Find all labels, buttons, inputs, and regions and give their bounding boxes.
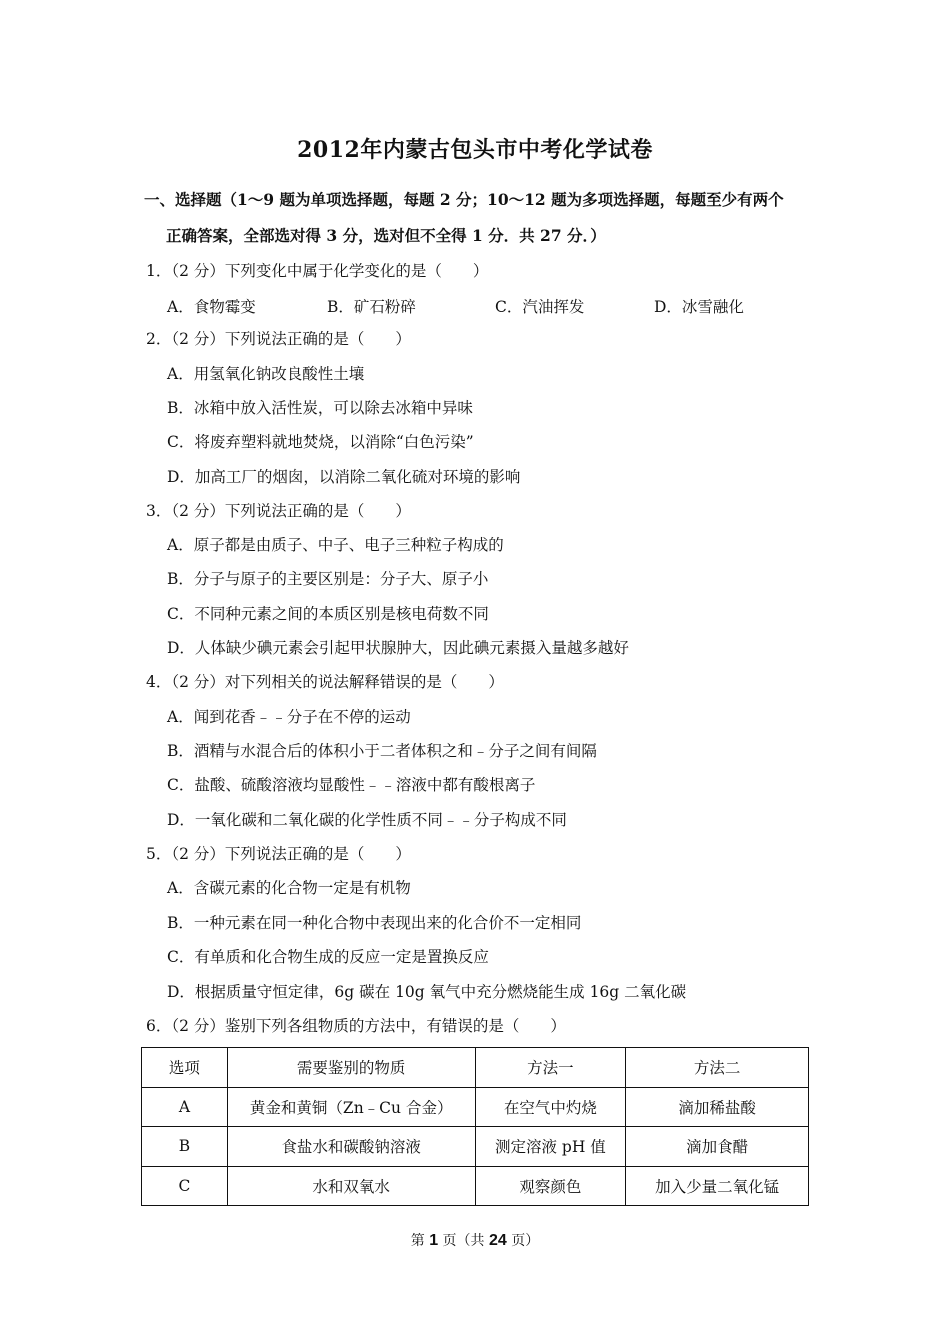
table-cell: 水和双氧水 <box>227 1166 475 1206</box>
table-header-cell: 选项 <box>142 1048 228 1088</box>
question-3-option-b: B．分子与原子的主要区别是：分子大、原子小 <box>167 570 489 588</box>
table-header-cell: 方法二 <box>626 1048 809 1088</box>
table-cell: 观察颜色 <box>475 1166 626 1206</box>
table-row <box>142 1087 809 1127</box>
question-3-option-d: D．人体缺少碘元素会引起甲状腺肿大，因此碘元素摄入量越多越好 <box>167 639 629 657</box>
page-footer <box>0 1230 950 1250</box>
table-header-cell: 需要鉴别的物质 <box>227 1048 475 1088</box>
question-1-option-d: D．冰雪融化 <box>654 298 744 316</box>
question-5-option-c: C．有单质和化合物生成的反应一定是置换反应 <box>167 948 489 966</box>
question-4-option-b: B．酒精与水混合后的体积小于二者体积之和﹣分子之间有间隔 <box>167 742 597 760</box>
question-4-option-a: A．闻到花香﹣﹣分子在不停的运动 <box>167 708 411 726</box>
question-1-option-c: C．汽油挥发 <box>495 298 585 316</box>
question-2-option-a: A．用氢氧化钠改良酸性土壤 <box>167 365 365 383</box>
question-1-options <box>167 295 807 315</box>
question-5-option-d: D．根据质量守恒定律，6g 碳在 10g 氧气中充分燃烧能生成 16g 二氧化碳 <box>167 983 687 1001</box>
question-2-stem: 2．（2 分）下列说法正确的是（ ） <box>146 330 411 348</box>
question-1-option-b: B．矿石粉碎 <box>327 298 416 316</box>
table-cell: A <box>142 1087 228 1127</box>
footer-prefix: 第 <box>410 1233 425 1249</box>
question-3-stem: 3．（2 分）下列说法正确的是（ ） <box>146 502 411 520</box>
table-cell: 滴加食醋 <box>626 1127 809 1167</box>
table-header-row <box>142 1048 809 1088</box>
question-4-stem: 4．（2 分）对下列相关的说法解释错误的是（ ） <box>146 673 504 691</box>
question-5-stem: 5．（2 分）下列说法正确的是（ ） <box>146 845 411 863</box>
table-cell: 加入少量二氧化锰 <box>626 1166 809 1206</box>
question-4-option-d: D．一氧化碳和二氧化碳的化学性质不同﹣﹣分子构成不同 <box>167 811 567 829</box>
question-5-option-a: A．含碳元素的化合物一定是有机物 <box>167 879 411 897</box>
table-header-cell: 方法一 <box>475 1048 626 1088</box>
table-row <box>142 1166 809 1206</box>
section-heading-line-2: 正确答案，全部选对得 3 分，选对但不全得 1 分．共 27 分．） <box>166 226 606 245</box>
exam-title: 2012年内蒙古包头市中考化学试卷 <box>297 137 653 163</box>
question-5-option-b: B．一种元素在同一种化合物中表现出来的化合价不一定相同 <box>167 914 582 932</box>
question-4-option-c: C．盐酸、硫酸溶液均显酸性﹣﹣溶液中都有酸根离子 <box>167 776 536 794</box>
question-3-option-c: C．不同种元素之间的本质区别是核电荷数不同 <box>167 605 489 623</box>
section-heading-line-1: 一、选择题（1～9 题为单项选择题，每题 2 分；10～12 题为多项选择题，每题至少有两个 <box>144 190 784 209</box>
table-cell: 在空气中灼烧 <box>475 1087 626 1127</box>
footer-total-pages: 24 <box>489 1232 507 1249</box>
question-2-option-b: B．冰箱中放入活性炭，可以除去冰箱中异味 <box>167 399 473 417</box>
question-6-table <box>141 1047 809 1206</box>
question-2-option-c: C．将废弃塑料就地焚烧，以消除“白色污染” <box>167 433 474 451</box>
footer-page-number: 1 <box>429 1232 439 1249</box>
question-1-stem: 1．（2 分）下列变化中属于化学变化的是（ ） <box>146 262 489 280</box>
footer-middle: 页（共 <box>442 1233 485 1249</box>
table-cell: 黄金和黄铜（Zn﹣Cu 合金） <box>227 1087 475 1127</box>
table-cell: B <box>142 1127 228 1167</box>
table-cell: 滴加稀盐酸 <box>626 1087 809 1127</box>
table-cell: 测定溶液 pH 值 <box>475 1127 626 1167</box>
question-6-stem: 6．（2 分）鉴别下列各组物质的方法中，有错误的是（ ） <box>146 1017 566 1035</box>
question-2-option-d: D．加高工厂的烟囱，以消除二氧化硫对环境的影响 <box>167 468 521 486</box>
footer-suffix: 页） <box>511 1233 540 1249</box>
table-row <box>142 1127 809 1167</box>
question-3-option-a: A．原子都是由质子、中子、电子三种粒子构成的 <box>167 536 504 554</box>
question-1-option-a: A．食物霉变 <box>167 298 256 316</box>
table-cell: C <box>142 1166 228 1206</box>
table-cell: 食盐水和碳酸钠溶液 <box>227 1127 475 1167</box>
